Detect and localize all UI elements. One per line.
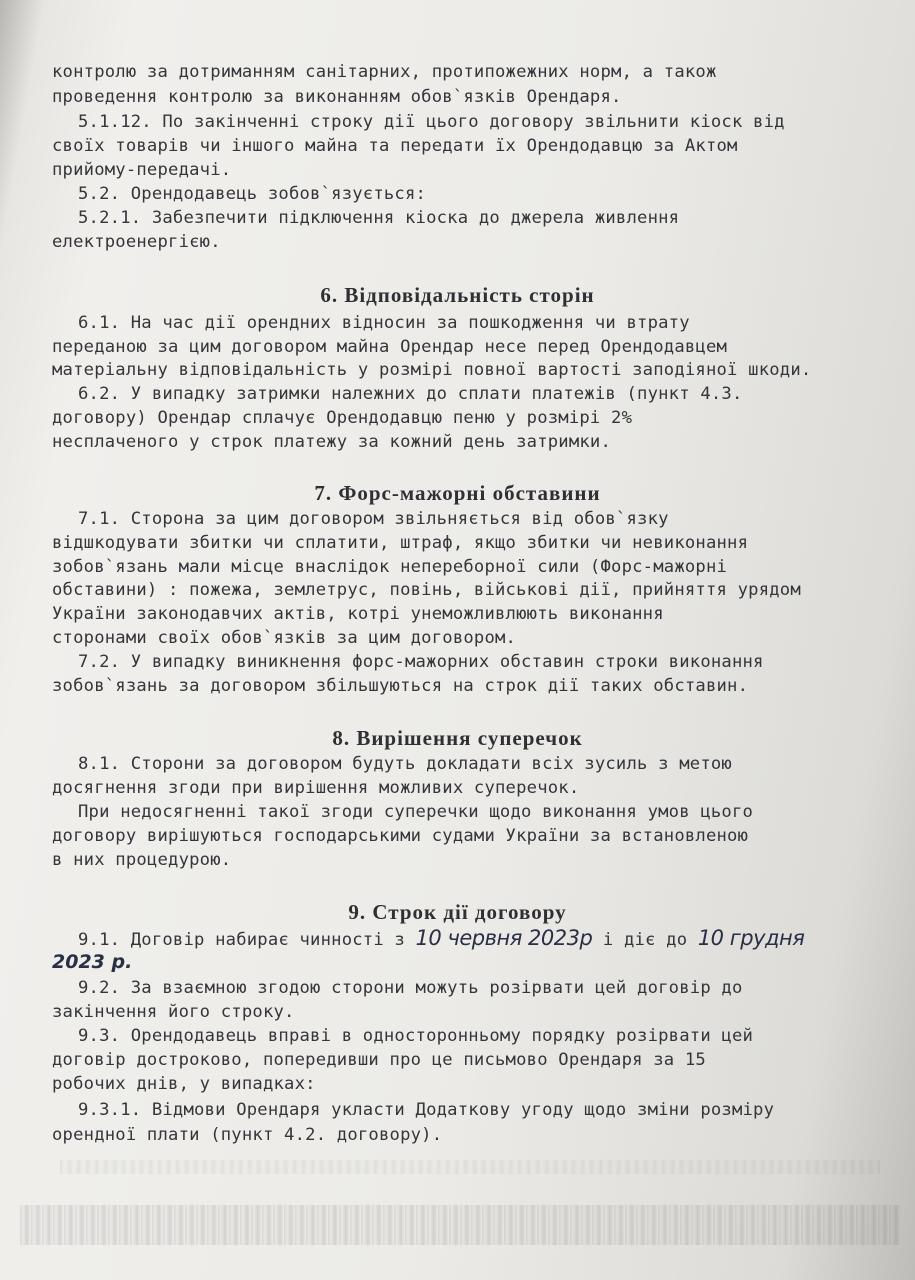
clause-9-2: 9.2. За взаємною згодою сторони можуть розірвати цей договір до: [78, 978, 743, 998]
text-line: орендної плати (пункт 4.2. договору).: [52, 1125, 443, 1145]
text-line: досягнення згоди при вирішення можливих суперечок.: [52, 778, 580, 798]
clause-5-2-1: 5.2.1. Забезпечити підключення кіоска до джерела живлення: [78, 208, 680, 228]
section-heading-7: 7. Форс-мажорні обставини: [314, 481, 601, 505]
clause-9-1: [78, 926, 804, 952]
text-line: сторонами своїх обов`язків за цим договором.: [52, 628, 517, 648]
text-line: закінчення його строку.: [52, 1002, 295, 1022]
text-line: несплаченого у строк платежу за кожний день затримки.: [52, 432, 612, 452]
handwritten-end-date: 10 грудня: [697, 926, 805, 950]
section-heading-8: 8. Вирішення суперечок: [332, 726, 583, 750]
text-line: в них процедурою.: [52, 850, 232, 870]
clause-5-2: 5.2. Орендодавець зобов`язується:: [78, 184, 427, 204]
clause-9-1-text-a: 9.1. Договір набирає чинності з: [78, 930, 405, 950]
text-line: своїх товарів чи іншого майна та передати їх Орендодавцю за Актом: [52, 136, 738, 156]
section-heading-6: 6. Відповідальність сторін: [320, 283, 595, 307]
scan-noise: [20, 1205, 900, 1245]
clause-8-2: При недосягненні такої згоди суперечки щодо виконання умов цього: [78, 802, 754, 822]
clause-7-1: 7.1. Сторона за цим договором звільняється від обов`язку: [78, 509, 669, 529]
handwritten-start-date: 10 червня 2023р: [415, 926, 593, 950]
section-heading-9: 9. Строк дії договору: [348, 900, 567, 924]
text-line: договору вирішуються господарськими судами України за встановленою: [52, 826, 749, 846]
scan-noise: [60, 1160, 880, 1174]
clause-6-1: 6.1. На час дії орендних відносин за пошкодження чи втрату: [78, 313, 690, 333]
handwritten-end-year: 2023 р.: [52, 951, 133, 973]
text-line: електроенергією.: [52, 232, 221, 252]
clause-6-2: 6.2. У випадку затримки належних до сплати платежів (пункт 4.3.: [78, 384, 743, 404]
text-line: переданою за цим договором майна Орендар несе перед Орендодавцем: [52, 337, 728, 357]
text-line: зобов`язань за договором збільшуються на строк дії таких обставин.: [52, 676, 749, 696]
clause-5-1-12: 5.1.12. По закінченні строку дії цього договору звільнити кіоск від: [78, 112, 785, 132]
clause-8-1: 8.1. Сторони за договором будуть докладати всіх зусиль з метою: [78, 754, 732, 774]
clause-9-1-text-b: і діє до: [602, 930, 688, 950]
clause-9-3-1: 9.3.1. Відмови Орендаря укласти Додаткову угоду щодо зміни розміру: [78, 1100, 775, 1120]
text-line: проведення контролю за виконанням обов`язків Орендаря.: [52, 87, 622, 107]
text-line: зобов`язань мали місце внаслідок непереборної сили (Форс-мажорні: [52, 557, 728, 577]
clause-7-2: 7.2. У випадку виникнення форс-мажорних обставин строки виконання: [78, 652, 764, 672]
clause-9-3: 9.3. Орендодавець вправі в односторонньому порядку розірвати цей: [78, 1026, 754, 1046]
text-line: контролю за дотриманням санітарних, протипожежних норм, а також: [52, 62, 717, 82]
text-line: матеріальну відповідальність у розмірі повної вартості заподіяної шкоди.: [52, 360, 812, 380]
text-line: обставини) : пожежа, землетрус, повінь, військові дії, прийняття урядом: [52, 580, 801, 600]
text-line: договір достроково, попередивши про це письмово Орендаря за 15: [52, 1050, 706, 1070]
text-line: відшкодувати збитки чи сплатити, штраф, якщо збитки чи невиконання: [52, 533, 749, 553]
text-line: договору) Орендар сплачує Орендодавцю пеню у розмірі 2%: [52, 408, 633, 428]
text-line: прийому-передачі.: [52, 160, 232, 180]
text-line: робочих днів, у випадках:: [52, 1074, 316, 1094]
text-line: України законодавчих актів, котрі унеможливлюють виконання: [52, 604, 664, 624]
